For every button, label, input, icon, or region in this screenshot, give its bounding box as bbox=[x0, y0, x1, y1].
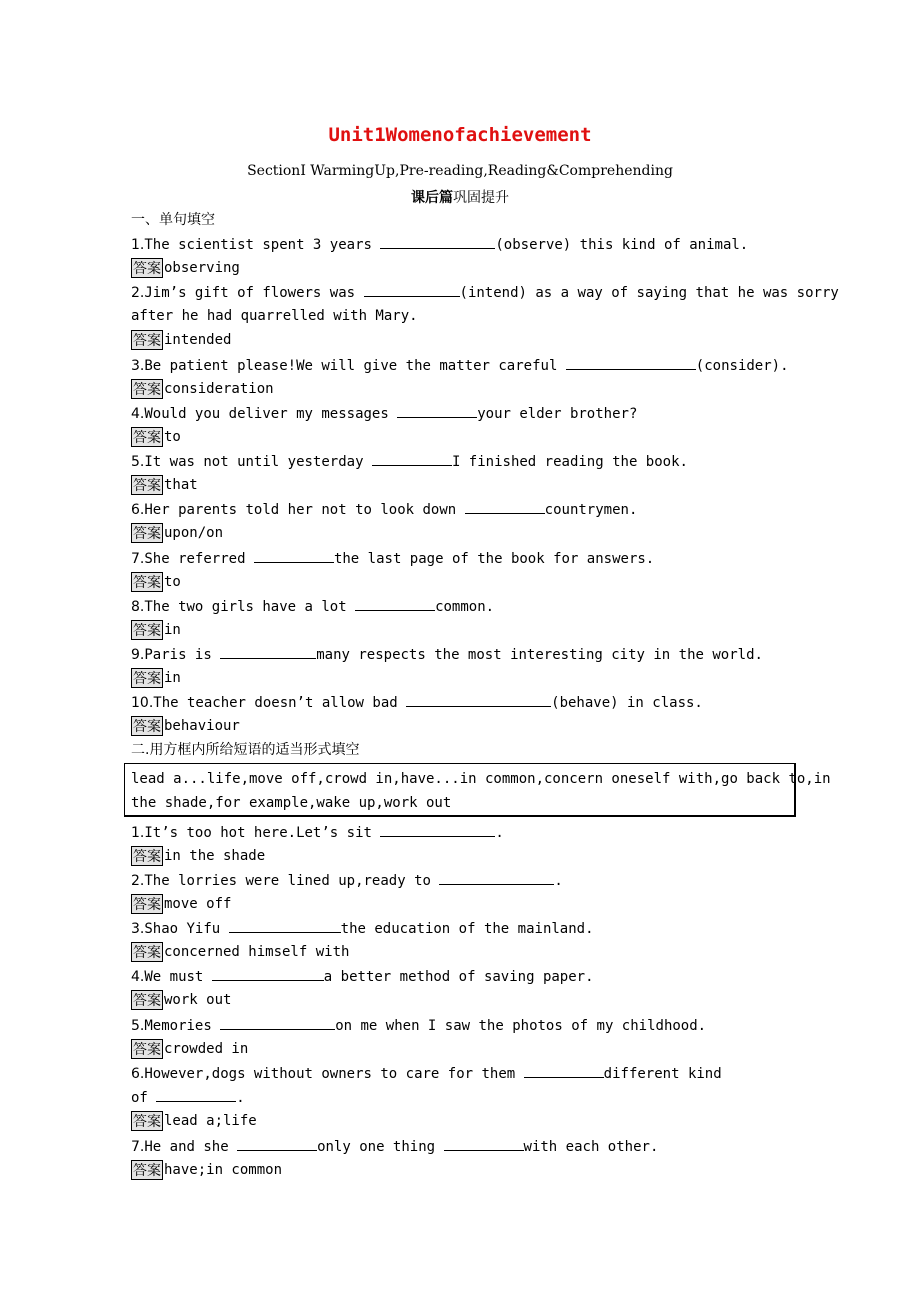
s2-answer-5: 答案 crowded in bbox=[133, 1041, 249, 1058]
answer-7: 答案 to bbox=[133, 574, 181, 591]
s2-answer-3: 答案 concerned himself with bbox=[133, 944, 350, 961]
answer-blank[interactable] bbox=[237, 1134, 317, 1151]
answer-blank[interactable] bbox=[220, 1013, 335, 1030]
answer-blank[interactable] bbox=[220, 642, 316, 659]
answer-tag: 答案 bbox=[131, 1039, 163, 1059]
answer-blank[interactable] bbox=[254, 546, 334, 563]
s2-answer-6: 答案 lead a;life bbox=[133, 1113, 257, 1130]
answer-blank[interactable] bbox=[444, 1134, 524, 1151]
answer-tag: 答案 bbox=[131, 716, 163, 736]
answer-10: 答案 behaviour bbox=[133, 718, 240, 735]
answer-blank[interactable] bbox=[465, 497, 545, 514]
answer-blank[interactable] bbox=[156, 1085, 236, 1102]
answer-4: 答案 to bbox=[133, 429, 181, 446]
answer-blank[interactable] bbox=[524, 1061, 604, 1078]
answer-1: 答案 observing bbox=[133, 260, 240, 277]
answer-blank[interactable] bbox=[406, 690, 551, 707]
answer-tag: 答案 bbox=[131, 427, 163, 447]
s2-question-2: 2.The lorries were lined up,ready to . bbox=[131, 868, 563, 892]
answer-blank[interactable] bbox=[397, 401, 477, 418]
section-subtitle: SectionⅠ WarmingUp,Pre-reading,Reading&Comprehending bbox=[247, 163, 673, 179]
answer-tag: 答案 bbox=[131, 894, 163, 914]
answer-blank[interactable] bbox=[355, 594, 435, 611]
phrase-box bbox=[124, 763, 831, 817]
answer-5: 答案 that bbox=[133, 477, 198, 494]
phrase-box-line1: lead a...life,move off,crowd in,have...in common,concern oneself with,go back to,in bbox=[131, 771, 831, 787]
s2-answer-4: 答案 work out bbox=[133, 992, 232, 1009]
answer-tag: 答案 bbox=[131, 1160, 163, 1180]
answer-tag: 答案 bbox=[131, 990, 163, 1010]
section2-heading: 二.用方框内所给短语的适当形式填空 bbox=[131, 742, 360, 758]
question-2-continued: after he had quarrelled with Mary. bbox=[131, 308, 418, 324]
answer-8: 答案 in bbox=[133, 622, 181, 639]
answer-6: 答案 upon/on bbox=[133, 525, 224, 542]
s2-answer-7: 答案 have;in common bbox=[133, 1162, 283, 1179]
s2-question-6-continued: of . bbox=[131, 1085, 245, 1109]
answer-blank[interactable] bbox=[439, 868, 554, 885]
answer-tag: 答案 bbox=[131, 475, 163, 495]
s2-question-5: 5.Memories on me when I saw the photos of my childhood. bbox=[131, 1013, 706, 1037]
answer-tag: 答案 bbox=[131, 523, 163, 543]
question-9: 9.Paris is many respects the most interesting city in the world. bbox=[131, 642, 763, 666]
subtitle-bold: 课后篇 bbox=[411, 190, 453, 206]
s2-question-4: 4.We must a better method of saving paper. bbox=[131, 964, 594, 988]
page-title: Unit1Womenofachievement bbox=[328, 124, 592, 146]
question-8: 8.The two girls have a lot common. bbox=[131, 594, 494, 618]
question-5: 5.It was not until yesterday I finished reading the book. bbox=[131, 449, 688, 473]
section1-heading: 一、单句填空 bbox=[131, 212, 215, 228]
s2-answer-2: 答案 move off bbox=[133, 896, 232, 913]
question-3: 3.Be patient please!We will give the matter careful (consider). bbox=[131, 353, 789, 377]
answer-blank[interactable] bbox=[229, 916, 341, 933]
question-7: 7.She referred the last page of the book for answers. bbox=[131, 546, 654, 570]
answer-3: 答案 consideration bbox=[133, 381, 274, 398]
answer-tag: 答案 bbox=[131, 668, 163, 688]
answer-blank[interactable] bbox=[380, 232, 495, 249]
answer-9: 答案 in bbox=[133, 670, 181, 687]
question-1: 1.The scientist spent 3 years (observe) this kind of animal. bbox=[131, 232, 748, 256]
phrase-box-line2: the shade,for example,wake up,work out bbox=[131, 795, 452, 811]
s2-question-7: 7.He and she only one thing with each other. bbox=[131, 1134, 658, 1158]
s2-answer-1: 答案 in the shade bbox=[133, 848, 266, 865]
answer-blank[interactable] bbox=[364, 280, 460, 297]
s2-question-1: 1.It’s too hot here.Let’s sit . bbox=[131, 820, 504, 844]
answer-tag: 答案 bbox=[131, 942, 163, 962]
question-6: 6.Her parents told her not to look down countrymen. bbox=[131, 497, 637, 521]
s2-question-6: 6.However,dogs without owners to care for them different kind bbox=[131, 1061, 722, 1085]
question-10: 10.The teacher doesn’t allow bad (behave) in class. bbox=[131, 690, 703, 714]
answer-blank[interactable] bbox=[380, 820, 495, 837]
question-2: 2.Jim’s gift of flowers was (intend) as a way of saying that he was sorry bbox=[131, 280, 839, 304]
subtitle-rest: 巩固提升 bbox=[453, 190, 509, 206]
s2-question-3: 3.Shao Yifu the education of the mainland. bbox=[131, 916, 594, 940]
answer-tag: 答案 bbox=[131, 379, 163, 399]
question-4: 4.Would you deliver my messages your elder brother? bbox=[131, 401, 637, 425]
answer-tag: 答案 bbox=[131, 620, 163, 640]
answer-tag: 答案 bbox=[131, 258, 163, 278]
answer-2: 答案 intended bbox=[133, 332, 232, 349]
answer-tag: 答案 bbox=[131, 572, 163, 592]
answer-tag: 答案 bbox=[131, 846, 163, 866]
answer-blank[interactable] bbox=[566, 353, 696, 370]
answer-tag: 答案 bbox=[131, 1111, 163, 1131]
answer-blank[interactable] bbox=[212, 964, 324, 981]
consolidation-subtitle bbox=[0, 187, 920, 207]
answer-tag: 答案 bbox=[131, 330, 163, 350]
answer-blank[interactable] bbox=[372, 449, 452, 466]
